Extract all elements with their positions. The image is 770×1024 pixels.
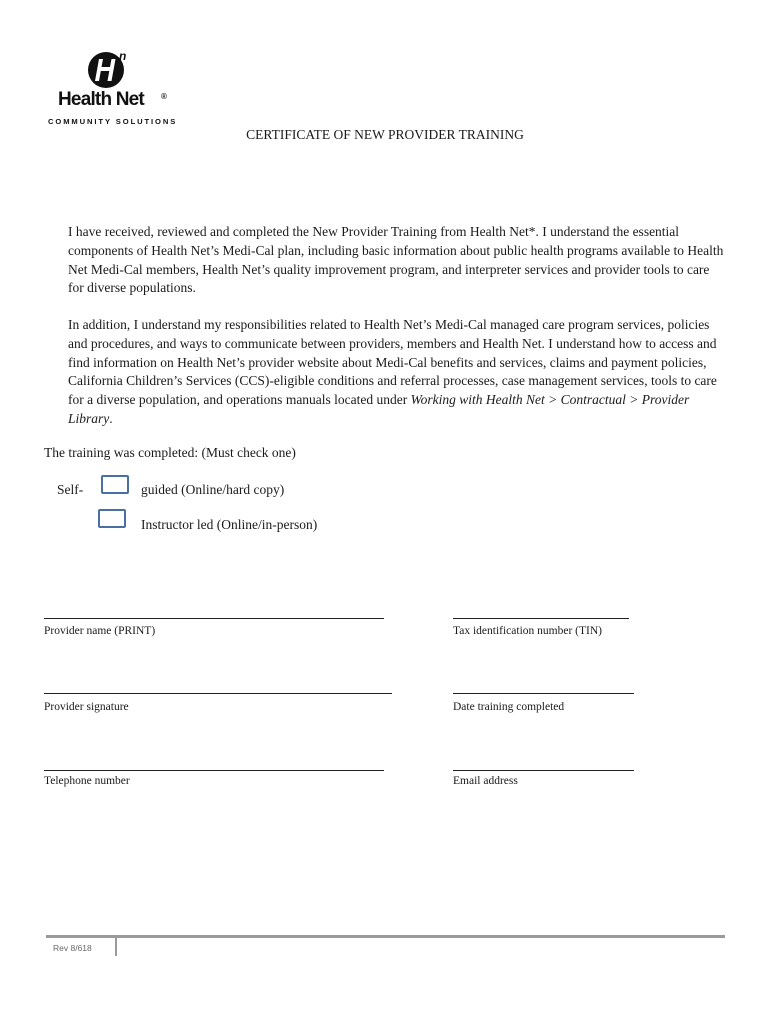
date-completed-label: Date training completed: [453, 701, 565, 713]
tin-label: Tax identification number (TIN): [453, 625, 602, 637]
provider-signature-label: Provider signature: [44, 701, 129, 713]
training-question: The training was completed: (Must check one): [44, 445, 296, 460]
email-label: Email address: [453, 775, 518, 787]
self-guided-label: guided (Online/hard copy): [141, 482, 285, 497]
logo-brand-name: Health Net: [58, 89, 144, 110]
logo-registered-mark: ®: [161, 92, 167, 101]
footer-divider: [115, 937, 117, 956]
provider-name-label: Provider name (PRINT): [44, 625, 156, 637]
provider-name-line[interactable]: [44, 618, 384, 619]
health-net-logo-icon: [86, 46, 132, 90]
responsibilities-paragraph: [68, 316, 728, 429]
self-guided-checkbox[interactable]: [101, 475, 129, 494]
tin-line[interactable]: [453, 618, 629, 619]
library-path: Working with Health Net > Contractual > Provider Library: [68, 392, 690, 426]
email-line[interactable]: [453, 770, 634, 771]
date-completed-line[interactable]: [453, 693, 634, 694]
telephone-label: Telephone number: [44, 775, 130, 787]
instructor-led-label: Instructor led (Online/in-person): [141, 517, 318, 532]
instructor-led-checkbox[interactable]: [98, 509, 126, 528]
responsibilities-text: In addition, I understand my responsibilities related to Health Net’s Medi-Cal managed care program services, policies and procedures, and ways to communicate between providers, members and Health Net. I understand how to access and find information on Health Net’s provider website about Medi-Cal benefits and services, claims and payment policies, California Children’s Services (CCS)-eligible conditions and referral processes, case management services, tools to care for a diverse population, and operations manuals located under: [68, 317, 717, 408]
self-prefix-label: Self-: [57, 482, 84, 497]
acknowledgement-paragraph: I have received, reviewed and completed the New Provider Training from Health Net*. I understand the essential components of Health Net’s Medi-Cal plan, including basic information about public health programs available to Health Net Medi-Cal members, Health Net’s quality improvement program, and interpreter services and provider tools to care for diverse populations.: [68, 224, 724, 296]
provider-signature-line[interactable]: [44, 693, 392, 694]
page-title: CERTIFICATE OF NEW PROVIDER TRAINING: [246, 127, 524, 142]
logo-subtitle: COMMUNITY SOLUTIONS: [48, 117, 178, 126]
paragraph-end: .: [109, 410, 113, 426]
telephone-line[interactable]: [44, 770, 384, 771]
revision-label: Rev 8/618: [53, 943, 92, 953]
svg-text:n: n: [119, 49, 127, 63]
footer-rule: [46, 935, 725, 938]
